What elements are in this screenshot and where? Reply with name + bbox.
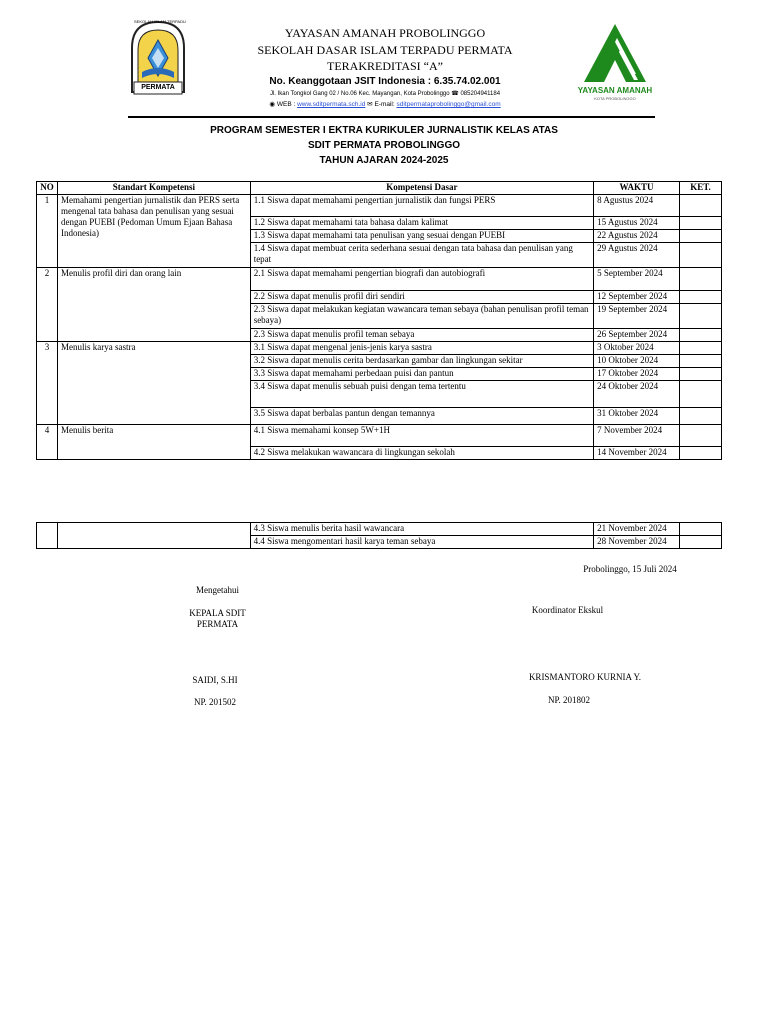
basic-competency: 3.3 Siswa dapat memahami perbedaan puisi dan pantun — [250, 368, 593, 381]
schedule-date: 5 September 2024 — [594, 268, 680, 291]
remarks-cell — [680, 368, 722, 381]
accreditation: TERAKREDITASI “A” — [326, 59, 443, 73]
document-subtitle-school: SDIT PERMATA PROBOLINGGO — [307, 140, 461, 151]
basic-competency: 3.4 Siswa dapat menulis sebuah puisi dengan tema tertentu — [250, 381, 593, 408]
basic-competency: 4.3 Siswa menulis berita hasil wawancara — [250, 523, 593, 536]
foundation-logo-name: YAYASAN AMANAH — [577, 86, 653, 95]
school-logo — [128, 18, 188, 98]
schedule-date: 17 Oktober 2024 — [594, 368, 680, 381]
acknowledged-label: Mengetahui — [196, 585, 239, 595]
program-table — [36, 181, 722, 460]
table-row — [37, 195, 722, 217]
basic-competency: 2.1 Siswa dapat memahami pengertian biografi dan autobiografi — [250, 268, 593, 291]
basic-competency: 4.1 Siswa memahami konsep 5W+1H — [250, 425, 593, 447]
col-sk-header: Standart Kompetensi — [57, 182, 250, 195]
coordinator-name: KRISMANTORO KURNIA Y. — [528, 672, 642, 682]
schedule-date: 3 Oktober 2024 — [594, 342, 680, 355]
schedule-date: 28 November 2024 — [594, 536, 680, 549]
group-number: 2 — [37, 268, 58, 342]
email-link[interactable]: sditpermataprobolinggo@gmail.com — [396, 101, 501, 108]
coordinator-role: Koordinator Ekskul — [531, 605, 604, 615]
table-row — [37, 523, 722, 536]
header-divider — [128, 116, 655, 118]
remarks-cell — [680, 425, 722, 447]
col-no-header: NO — [37, 182, 58, 195]
col-kd-header: Kompetensi Dasar — [250, 182, 593, 195]
remarks-cell — [680, 217, 722, 230]
schedule-date: 7 November 2024 — [594, 425, 680, 447]
basic-competency: 1.3 Siswa dapat memahami tata penulisan yang sesuai dengan PUEBI — [250, 230, 593, 243]
standard-competency-cell — [57, 523, 250, 549]
foundation-logo — [576, 22, 654, 106]
basic-competency: 4.2 Siswa melakukan wawancara di lingkungan sekolah — [250, 447, 593, 460]
schedule-date: 31 Oktober 2024 — [594, 408, 680, 425]
remarks-cell — [680, 291, 722, 304]
table-row — [37, 268, 722, 291]
remarks-cell — [680, 342, 722, 355]
principal-np: NP. 201502 — [193, 697, 236, 707]
group-number: 1 — [37, 195, 58, 268]
basic-competency: 3.1 Siswa dapat mengenal jenis-jenis karya sastra — [250, 342, 593, 355]
email-label: E-mail: — [374, 101, 395, 108]
basic-competency: 2.2 Siswa dapat menulis profil diri sendiri — [250, 291, 593, 304]
remarks-cell — [680, 447, 722, 460]
schedule-date: 29 Agustus 2024 — [594, 243, 680, 268]
logo-banner-text: PERMATA — [141, 84, 175, 91]
standard-competency: Menulis profil diri dan orang lain — [57, 268, 250, 342]
phone: 085204941184 — [460, 91, 501, 97]
schedule-date: 15 Agustus 2024 — [594, 217, 680, 230]
schedule-date: 14 November 2024 — [594, 447, 680, 460]
web-label: WEB : — [276, 101, 296, 108]
address-line — [190, 90, 580, 97]
basic-competency: 2.3 Siswa dapat melakukan kegiatan wawancara teman sebaya (bahan penulisan profil teman sebaya) — [250, 304, 593, 329]
basic-competency: 3.5 Siswa dapat berbalas pantun dengan temannya — [250, 408, 593, 425]
foundation-name: YAYASAN AMANAH PROBOLINGGO — [284, 26, 486, 40]
standard-competency: Menulis berita — [57, 425, 250, 460]
document-subtitle-year: TAHUN AJARAN 2024-2025 — [319, 155, 449, 166]
table-row — [37, 342, 722, 355]
membership-number: No. Keanggotaan JSIT Indonesia : 6.35.74.02.001 — [269, 76, 501, 87]
mail-icon: ✉ — [367, 101, 373, 108]
principal-role-line1: KEPALA SDIT — [189, 608, 246, 618]
website-link[interactable]: www.sditpermata.sch.id — [297, 101, 366, 108]
school-name: SEKOLAH DASAR ISLAM TERPADU PERMATA — [257, 43, 513, 57]
basic-competency: 1.2 Siswa dapat memahami tata bahasa dalam kalimat — [250, 217, 593, 230]
contact-line — [190, 100, 580, 108]
foundation-logo-sub: KOTA PROBOLINGGO — [594, 96, 636, 101]
remarks-cell — [680, 243, 722, 268]
remarks-cell — [680, 355, 722, 368]
phone-icon: ☎ — [451, 91, 459, 97]
schedule-date: 24 Oktober 2024 — [594, 381, 680, 408]
remarks-cell — [680, 523, 722, 536]
remarks-cell — [680, 329, 722, 342]
program-table-continuation — [36, 522, 722, 549]
basic-competency: 2.3 Siswa dapat menulis profil teman sebaya — [250, 329, 593, 342]
standard-competency: Memahami pengertian jurnalistik dan PERS serta mengenal tata bahasa dan penulisan yang sesuai dengan PUEBI (Pedoman Umum Ejaan Bahasa Indonesia) — [57, 195, 250, 268]
schedule-date: 22 Agustus 2024 — [594, 230, 680, 243]
basic-competency: 4.4 Siswa mengomentari hasil karya teman sebaya — [250, 536, 593, 549]
schedule-date: 8 Agustus 2024 — [594, 195, 680, 217]
coordinator-np: NP. 201802 — [547, 695, 590, 705]
col-ket-header: KET. — [680, 182, 722, 195]
logo-arc-text: SEKOLAH ISLAM TERPADU — [134, 19, 186, 24]
globe-icon: ◉ — [269, 101, 276, 108]
remarks-cell — [680, 536, 722, 549]
principal-role-line2: PERMATA — [196, 619, 239, 629]
remarks-cell — [680, 381, 722, 408]
standard-competency: Menulis karya sastra — [57, 342, 250, 425]
address: Jl. Ikan Tongkol Gang 02 / No.06 Kec. Mayangan, Kota Probolinggo — [269, 91, 450, 97]
remarks-cell — [680, 195, 722, 217]
group-number: 4 — [37, 425, 58, 460]
basic-competency: 1.4 Siswa dapat membuat cerita sederhana sesuai dengan tata bahasa dan penulisan yang tepat — [250, 243, 593, 268]
basic-competency: 3.2 Siswa dapat menulis cerita berdasarkan gambar dan lingkungan sekitar — [250, 355, 593, 368]
table-header-row — [37, 182, 722, 195]
col-waktu-header: WAKTU — [594, 182, 680, 195]
remarks-cell — [680, 304, 722, 329]
document-title: PROGRAM SEMESTER I EKTRA KURIKULER JURNALISTIK KELAS ATAS — [210, 125, 558, 136]
schedule-date: 26 September 2024 — [594, 329, 680, 342]
schedule-date: 21 November 2024 — [594, 523, 680, 536]
place-date: Probolinggo, 15 Juli 2024 — [583, 564, 677, 574]
remarks-cell — [680, 408, 722, 425]
group-number: 3 — [37, 342, 58, 425]
table-row — [37, 425, 722, 447]
principal-name: SAIDI, S.HI — [192, 675, 238, 685]
remarks-cell — [680, 268, 722, 291]
group-number-cell — [37, 523, 58, 549]
schedule-date: 19 September 2024 — [594, 304, 680, 329]
schedule-date: 12 September 2024 — [594, 291, 680, 304]
remarks-cell — [680, 230, 722, 243]
schedule-date: 10 Oktober 2024 — [594, 355, 680, 368]
basic-competency: 1.1 Siswa dapat memahami pengertian jurnalistik dan fungsi PERS — [250, 195, 593, 217]
